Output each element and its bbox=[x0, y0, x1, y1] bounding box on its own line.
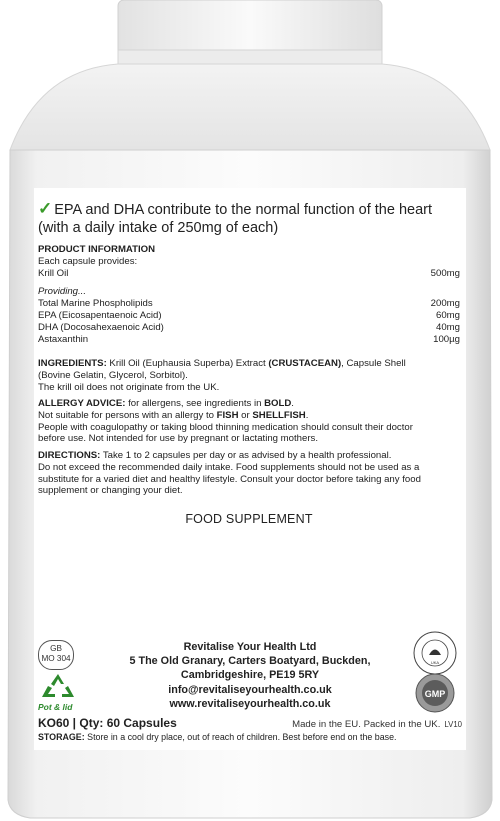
ingredients-line: (Bovine Gelatin, Glycerol, Sorbitol). bbox=[38, 369, 188, 381]
ingredients-heading: INGREDIENTS: bbox=[38, 358, 107, 369]
allergy-text: or bbox=[238, 409, 253, 421]
ingredients-line: The krill oil does not originate from the UK. bbox=[38, 381, 220, 393]
ingredients-text: Krill Oil (Euphausia Superba) Extract bbox=[106, 358, 269, 369]
gmp-badge-icon bbox=[414, 672, 456, 714]
krill-oil-label: Krill Oil bbox=[38, 267, 69, 279]
storage-heading: STORAGE: bbox=[38, 732, 85, 742]
product-info-heading: PRODUCT INFORMATION bbox=[38, 244, 156, 255]
nutrient-row bbox=[38, 310, 460, 322]
food-supplement-label: FOOD SUPPLEMENT bbox=[185, 512, 313, 526]
directions bbox=[38, 450, 460, 497]
gb-mark-line1: GB bbox=[50, 644, 62, 653]
halal-badge-icon bbox=[410, 628, 460, 678]
allergy-line: before use. Not intended for use by pregnant or lactating mothers. bbox=[38, 433, 318, 445]
providing-text: Providing... bbox=[38, 286, 86, 298]
allergen-crustacean: (CRUSTACEAN) bbox=[268, 358, 342, 369]
directions-line: supplement or changing your diet. bbox=[38, 485, 183, 497]
address-line-2: Cambridgeshire, PE19 5RY bbox=[180, 669, 320, 682]
made-in-text bbox=[292, 719, 462, 730]
company-website: www.revitaliseyourhealth.co.uk bbox=[169, 697, 331, 710]
gb-mark-line2: MO 304 bbox=[41, 654, 71, 663]
nutrient-row bbox=[38, 322, 460, 334]
directions-text: Take 1 to 2 capsules per day or as advised by a health professional. bbox=[100, 450, 392, 461]
halal-sub: UKA bbox=[430, 660, 440, 665]
nutrient-value: 60mg bbox=[436, 309, 460, 321]
storage-body: Store in a cool dry place, out of reach of children. Best before end on the base. bbox=[84, 732, 397, 742]
allergy-line: People with coagulopathy or taking blood thinning medication should consult their doctor bbox=[38, 421, 413, 433]
allergy-text: Not suitable for persons with an allergy to bbox=[38, 409, 217, 421]
directions-heading: DIRECTIONS: bbox=[38, 450, 101, 461]
allergy-text: for allergens, see ingredients in bbox=[125, 398, 265, 409]
company-email: info@revitaliseyourhealth.co.uk bbox=[168, 683, 332, 696]
nutrient-value: 100µg bbox=[433, 333, 460, 345]
nutrient-value: 200mg bbox=[430, 298, 460, 310]
allergy-advice bbox=[38, 398, 460, 445]
company-name: Revitalise Your Health Ltd bbox=[183, 641, 317, 653]
krill-oil-value: 500mg bbox=[430, 267, 460, 279]
heart-claim bbox=[38, 200, 466, 237]
nutrient-label: Astaxanthin bbox=[38, 333, 89, 345]
allergen-fish: FISH bbox=[216, 409, 239, 421]
nutrient-label: Total Marine Phospholipids bbox=[38, 298, 153, 310]
claim-line-2: (with a daily intake of 250mg of each) bbox=[38, 220, 279, 236]
company-address bbox=[90, 640, 410, 711]
product-information bbox=[38, 244, 460, 345]
nutrient-row bbox=[38, 334, 460, 346]
ingredients-text: , Capsule Shell bbox=[341, 358, 406, 369]
product-code-line bbox=[38, 716, 462, 730]
gb-mark bbox=[38, 640, 74, 670]
allergy-bold-word: BOLD bbox=[264, 398, 292, 409]
nutrient-label: DHA (Docosahexaenoic Acid) bbox=[38, 321, 164, 333]
product-code: KO60 | Qty: 60 Capsules bbox=[38, 716, 177, 730]
check-icon: ✓ bbox=[38, 199, 53, 218]
allergy-text: . bbox=[291, 398, 294, 409]
nutrient-value: 40mg bbox=[436, 321, 460, 333]
lot-code: LV10 bbox=[444, 720, 462, 729]
gmp-text: GMP bbox=[424, 689, 446, 699]
made-in-label: Made in the EU. Packed in the UK. bbox=[292, 719, 441, 730]
allergen-shellfish: SHELLFISH bbox=[252, 409, 306, 421]
nutrient-label: EPA (Eicosapentaenoic Acid) bbox=[38, 309, 162, 321]
address-line-1: 5 The Old Granary, Carters Boatyard, Buckden, bbox=[129, 655, 371, 668]
claim-line-1: EPA and DHA contribute to the normal function of the heart bbox=[54, 202, 433, 218]
pot-lid-text: Pot & lid bbox=[38, 702, 73, 712]
directions-line: substitute for a varied diet and healthy lifestyle. Consult your doctor before taking any food bbox=[38, 473, 421, 485]
directions-line: Do not exceed the recommended daily intake. Food supplements should not be used as a bbox=[38, 461, 420, 473]
recycle-icon bbox=[38, 672, 78, 702]
each-capsule-text: Each capsule provides: bbox=[38, 255, 138, 267]
allergy-text: . bbox=[305, 409, 309, 421]
allergy-heading: ALLERGY ADVICE: bbox=[38, 398, 126, 409]
krill-oil-row bbox=[38, 268, 460, 280]
ingredients bbox=[38, 358, 460, 393]
storage-text bbox=[38, 732, 462, 742]
nutrient-row bbox=[38, 298, 460, 310]
